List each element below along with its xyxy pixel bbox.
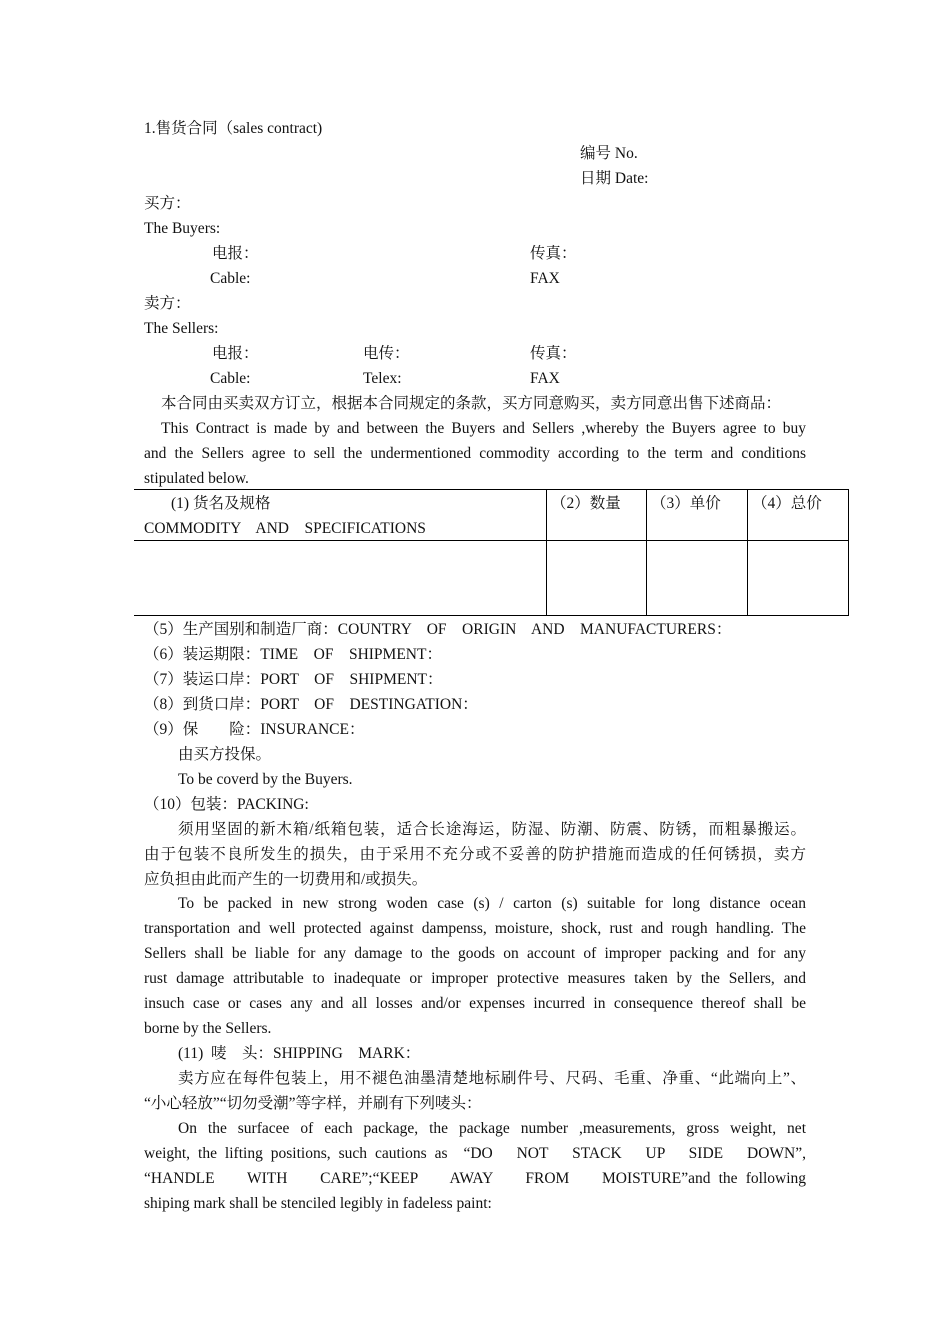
buyers-fax-cn: 传真： (530, 245, 577, 262)
buyers-label-cn: 买方： (144, 195, 191, 212)
clause-destination-port: （8）到货口岸：PORT OF DESTINGATION： (144, 696, 478, 713)
document-title: 1.售货合同（sales contract) (144, 120, 323, 137)
shipping-mark-cn-line: “小心轻放”“切勿受潮”等字样，并刷有下列唛头： (144, 1095, 482, 1112)
buyers-fax-en: FAX (530, 270, 560, 287)
packing-en-line: rust damage attributable to inadequate or improper protective measures taken by the Sellers, and (144, 970, 806, 987)
table-border (134, 489, 849, 490)
clause-insurance: （9）保 险：INSURANCE： (144, 721, 365, 738)
table-header-quantity: （2）数量 (551, 495, 621, 512)
sellers-telex-cn: 电传： (363, 345, 410, 362)
contract-number-label: 编号 No. (580, 145, 638, 162)
table-header-total-price: （4）总价 (752, 495, 822, 512)
sellers-label-cn: 卖方： (144, 295, 191, 312)
shipping-mark-en-line: shiping mark shall be stenciled legibly in fadeless paint: (144, 1195, 492, 1212)
sellers-fax-en: FAX (530, 370, 560, 387)
insurance-cn: 由买方投保。 (178, 746, 272, 763)
shipping-mark-en-line: weight, the lifting positions, such cautions as “DO NOT STACK UP SIDE DOWN”, (144, 1145, 806, 1162)
intro-en-line: stipulated below. (144, 470, 249, 487)
clause-shipment-port: （7）装运口岸：PORT OF SHIPMENT： (144, 671, 443, 688)
buyers-cable-cn: 电报： (212, 245, 259, 262)
table-border (546, 489, 547, 616)
table-header-commodity-en: COMMODITY AND SPECIFICATIONS (144, 520, 426, 537)
contract-date-label: 日期 Date: (580, 170, 649, 187)
table-border (134, 615, 849, 616)
shipping-mark-cn-line: 卖方应在每件包装上，用不褪色油墨清楚地标刷件号、尺码、毛重、净重、“此端向上”、 (178, 1070, 806, 1087)
packing-en-line: Sellers shall be liable for any damage to the goods on account of improper packing and for any (144, 945, 806, 962)
table-border (646, 489, 647, 616)
packing-en-line: transportation and well protected against dampenss, moisture, shock, rust and rough handling. The (144, 920, 806, 937)
packing-en-line: insuch case or cases any and all losses and/or expenses incurred in consequence thereof shall be (144, 995, 806, 1012)
table-border (848, 489, 849, 616)
packing-en-line: borne by the Sellers. (144, 1020, 272, 1037)
intro-en-line: and the Sellers agree to sell the undermentioned commodity according to the term and conditions (144, 445, 806, 462)
clause-shipping-mark: (11) 唛 头：SHIPPING MARK： (178, 1045, 421, 1062)
clause-origin: （5）生产国别和制造厂商：COUNTRY OF ORIGIN AND MANUFACTURERS： (144, 621, 732, 638)
shipping-mark-en-line: On the surfacee of each package, the package number ,measurements, gross weight, net (178, 1120, 806, 1137)
packing-cn-line: 须用坚固的新木箱/纸箱包装，适合长途海运，防湿、防潮、防震、防锈，而粗暴搬运。 (178, 821, 806, 838)
packing-cn-line: 由于包装不良所发生的损失，由于采用不充分或不妥善的防护措施而造成的任何锈损，卖方 (144, 846, 806, 863)
intro-en-line: This Contract is made by and between the Buyers and Sellers ,whereby the Buyers agree to buy (161, 420, 806, 437)
buyers-label-en: The Buyers: (144, 220, 221, 237)
sellers-telex-en: Telex: (363, 370, 402, 387)
clause-packing: （10）包装：PACKING: (144, 796, 309, 813)
clause-shipment-time: （6）装运期限：TIME OF SHIPMENT： (144, 646, 442, 663)
buyers-cable-en: Cable: (210, 270, 251, 287)
sellers-label-en: The Sellers: (144, 320, 219, 337)
sellers-cable-cn: 电报： (212, 345, 259, 362)
insurance-en: To be coverd by the Buyers. (178, 771, 353, 788)
intro-cn: 本合同由买卖双方订立，根据本合同规定的条款，买方同意购买，卖方同意出售下述商品： (161, 395, 782, 412)
packing-en-line: To be packed in new strong woden case (s) / carton (s) suitable for long distance ocean (178, 895, 806, 912)
table-header-commodity-cn: (1) 货名及规格 (171, 495, 271, 512)
sellers-fax-cn: 传真： (530, 345, 577, 362)
table-header-unit-price: （3）单价 (651, 495, 721, 512)
table-border (747, 489, 748, 616)
packing-cn-line: 应负担由此而产生的一切费用和/或损失。 (144, 871, 428, 888)
sellers-cable-en: Cable: (210, 370, 251, 387)
shipping-mark-en-line: “HANDLE WITH CARE”;“KEEP AWAY FROM MOISTURE”and the following (144, 1170, 806, 1187)
